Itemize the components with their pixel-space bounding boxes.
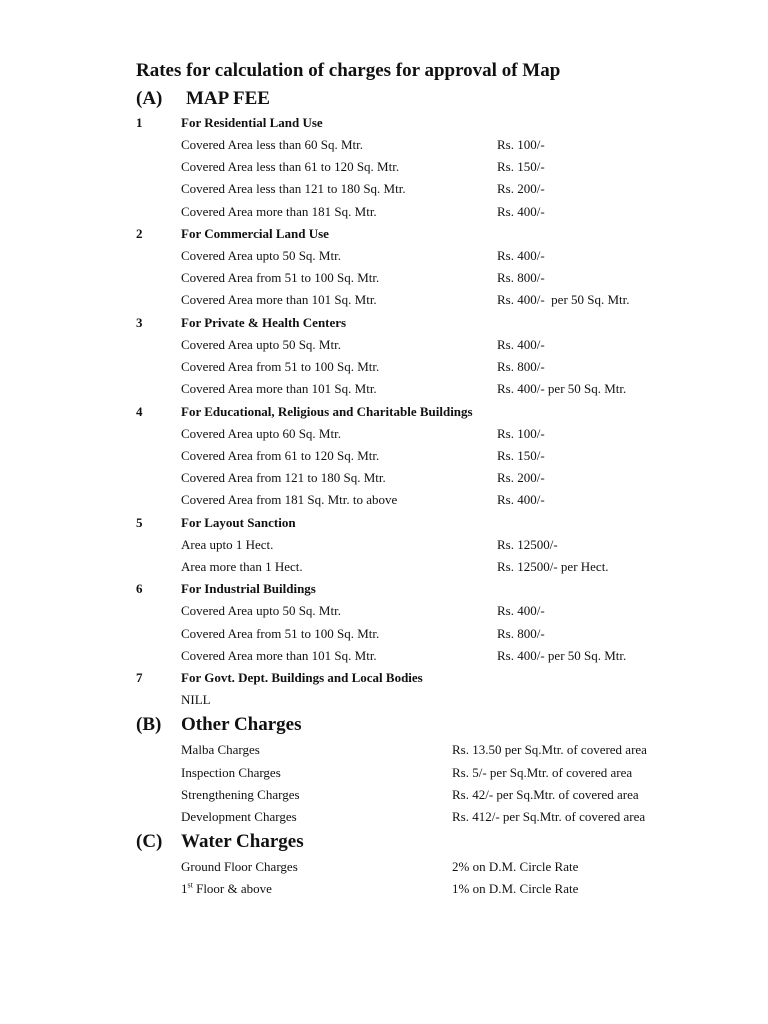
section-c-letter: (C) <box>136 831 163 852</box>
rate-description: Covered Area upto 50 Sq. Mtr. <box>181 337 341 352</box>
rate-value: Rs. 150/- <box>497 448 545 463</box>
item-number: 5 <box>136 515 143 530</box>
charge-description <box>181 881 272 897</box>
rate-value: Rs. 800/- <box>497 359 545 374</box>
rate-value: Rs. 12500/- per Hect. <box>497 559 609 574</box>
rate-description: Covered Area more than 101 Sq. Mtr. <box>181 292 377 307</box>
item-heading: For Industrial Buildings <box>181 581 316 596</box>
section-b-title: Other Charges <box>181 714 302 735</box>
rate-value: Rs. 100/- <box>497 426 545 441</box>
section-c-title: Water Charges <box>181 831 304 852</box>
item-number: 4 <box>136 404 143 419</box>
charge-description: Strengthening Charges <box>181 787 300 802</box>
item-heading: For Residential Land Use <box>181 115 323 130</box>
document-title: Rates for calculation of charges for approval of Map <box>136 60 561 81</box>
item-number: 3 <box>136 315 143 330</box>
section-a-letter: (A) <box>136 88 163 109</box>
rate-value: Rs. 800/- <box>497 626 545 641</box>
rate-value: Rs. 200/- <box>497 470 545 485</box>
charge-description: Inspection Charges <box>181 765 281 780</box>
item-heading: For Educational, Religious and Charitable Buildings <box>181 404 473 419</box>
rate-description: Covered Area from 51 to 100 Sq. Mtr. <box>181 626 380 641</box>
rate-description: Covered Area more than 101 Sq. Mtr. <box>181 648 377 663</box>
rate-description: Covered Area upto 50 Sq. Mtr. <box>181 603 341 618</box>
charge-rate: Rs. 13.50 per Sq.Mtr. of covered area <box>452 742 647 757</box>
item-number: 1 <box>136 115 143 130</box>
charge-rate: Rs. 42/- per Sq.Mtr. of covered area <box>452 787 639 802</box>
rate-description: Covered Area from 121 to 180 Sq. Mtr. <box>181 470 386 485</box>
rate-description: Covered Area from 61 to 120 Sq. Mtr. <box>181 448 380 463</box>
rate-description: Covered Area more than 101 Sq. Mtr. <box>181 381 377 396</box>
rate-description: Covered Area upto 60 Sq. Mtr. <box>181 426 341 441</box>
item-number: 6 <box>136 581 143 596</box>
rate-description: NILL <box>181 692 211 707</box>
item-heading: For Govt. Dept. Buildings and Local Bodies <box>181 670 423 685</box>
floor-label: Floor & above <box>192 881 272 896</box>
rate-value: Rs. 12500/- <box>497 537 558 552</box>
rate-description: Covered Area more than 181 Sq. Mtr. <box>181 204 377 219</box>
charge-description: Malba Charges <box>181 742 260 757</box>
rate-value: Rs. 400/- <box>497 248 545 263</box>
charge-rate: Rs. 5/- per Sq.Mtr. of covered area <box>452 765 633 780</box>
floor-ordinal: 1 <box>181 881 188 896</box>
rate-value: Rs. 400/- <box>497 337 545 352</box>
section-a-title: MAP FEE <box>186 88 270 109</box>
charge-description: Ground Floor Charges <box>181 859 298 874</box>
item-number: 2 <box>136 226 143 241</box>
rate-value: Rs. 400/- per 50 Sq. Mtr. <box>497 292 630 307</box>
charge-rate: Rs. 412/- per Sq.Mtr. of covered area <box>452 809 646 824</box>
charge-rate: 2% on D.M. Circle Rate <box>452 859 579 874</box>
rate-description: Area more than 1 Hect. <box>181 559 303 574</box>
rate-description: Area upto 1 Hect. <box>181 537 274 552</box>
charge-rate: 1% on D.M. Circle Rate <box>452 881 579 896</box>
rate-value: Rs. 400/- <box>497 603 545 618</box>
item-number: 7 <box>136 670 143 685</box>
rate-value: Rs. 100/- <box>497 137 545 152</box>
rate-description: Covered Area from 51 to 100 Sq. Mtr. <box>181 359 380 374</box>
rate-value: Rs. 200/- <box>497 181 545 196</box>
rate-value: Rs. 150/- <box>497 159 545 174</box>
rate-description: Covered Area less than 60 Sq. Mtr. <box>181 137 363 152</box>
rate-description: Covered Area less than 61 to 120 Sq. Mtr. <box>181 159 400 174</box>
rate-value: Rs. 800/- <box>497 270 545 285</box>
rate-description: Covered Area from 181 Sq. Mtr. to above <box>181 492 398 507</box>
charge-description: Development Charges <box>181 809 297 824</box>
rate-value: Rs. 400/- per 50 Sq. Mtr. <box>497 381 627 396</box>
item-heading: For Commercial Land Use <box>181 226 329 241</box>
rate-description: Covered Area upto 50 Sq. Mtr. <box>181 248 341 263</box>
section-b-letter: (B) <box>136 714 162 735</box>
rate-description: Covered Area from 51 to 100 Sq. Mtr. <box>181 270 380 285</box>
rate-value: Rs. 400/- <box>497 204 545 219</box>
rate-value: Rs. 400/- <box>497 492 545 507</box>
item-heading: For Layout Sanction <box>181 515 296 530</box>
rate-description: Covered Area less than 121 to 180 Sq. Mtr. <box>181 181 406 196</box>
ordinal-suffix: st <box>187 880 193 890</box>
rate-value: Rs. 400/- per 50 Sq. Mtr. <box>497 648 627 663</box>
item-heading: For Private & Health Centers <box>181 315 347 330</box>
